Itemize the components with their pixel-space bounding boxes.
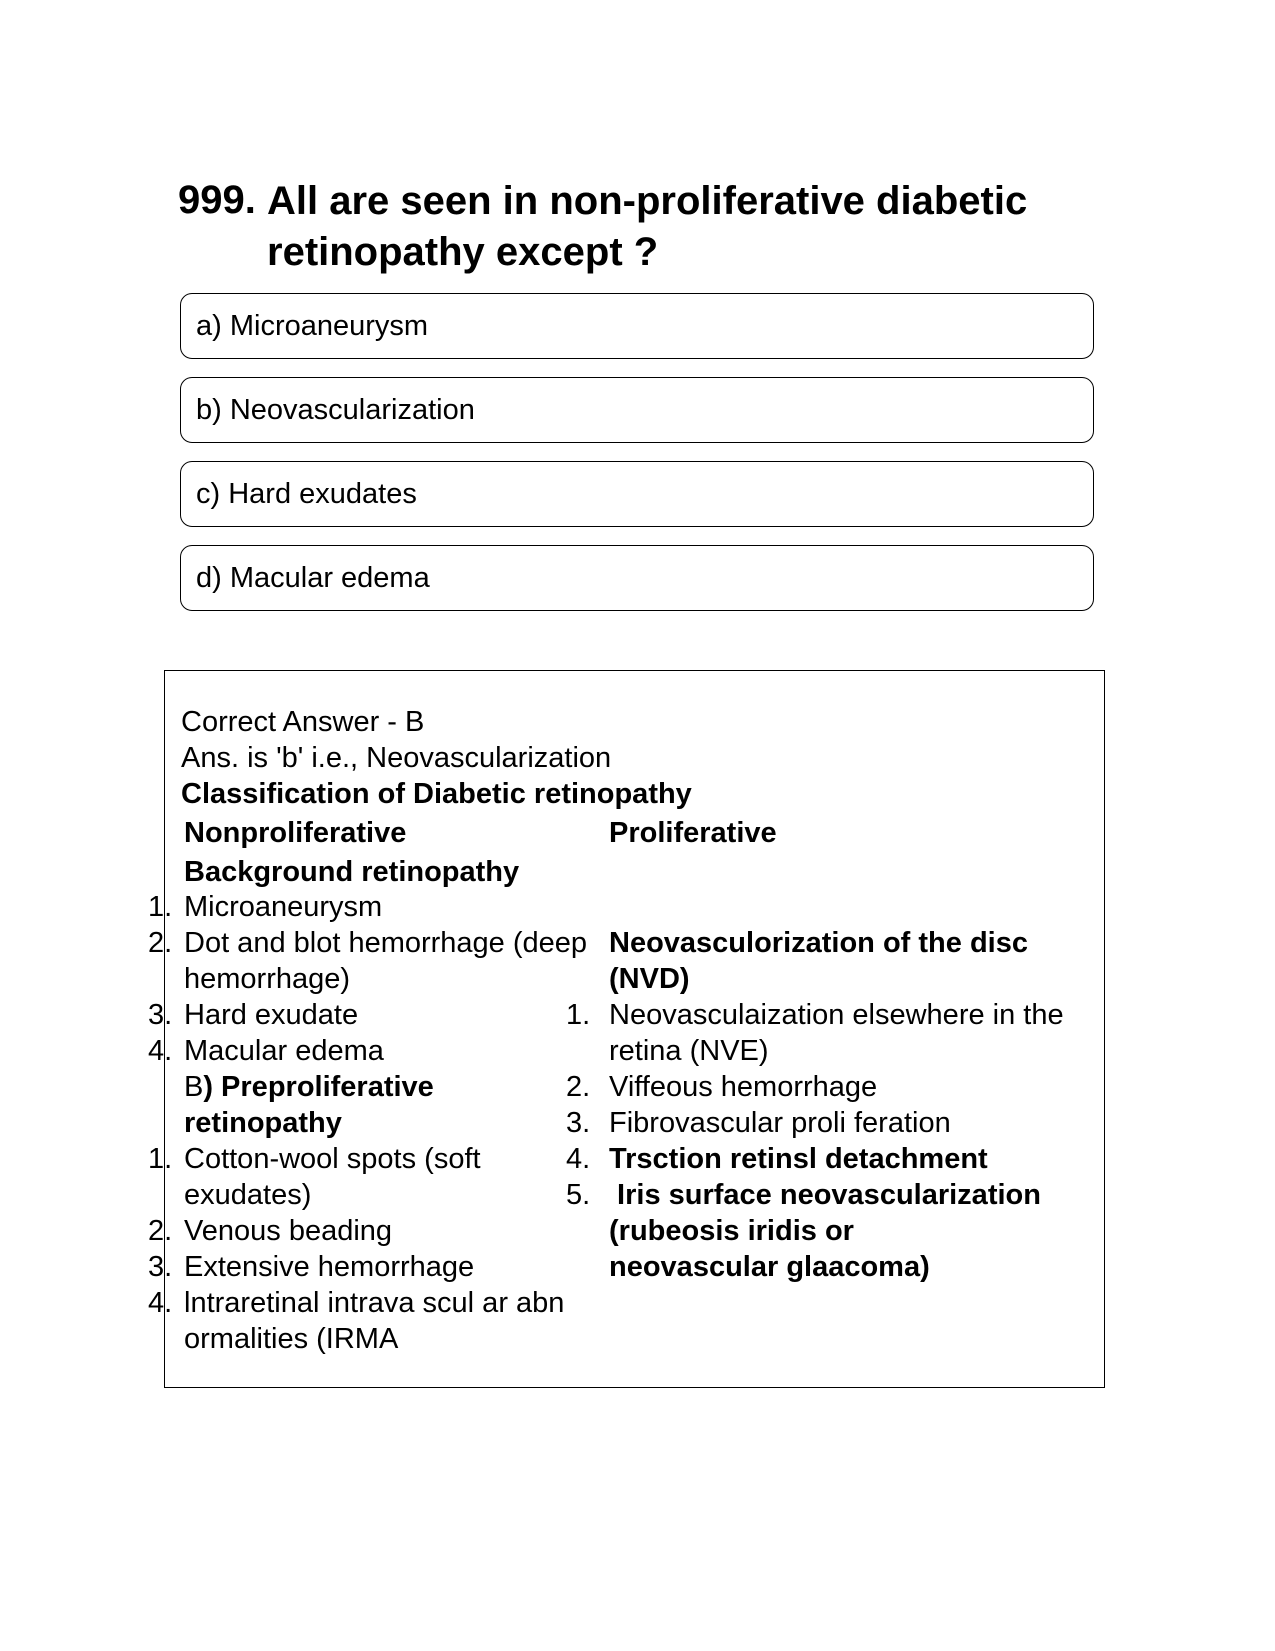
list-item: Hard exudate [184, 999, 359, 1031]
list-item-continuation: hemorrhage) [184, 963, 351, 995]
list-item: Viffeous hemorrhage [609, 1071, 878, 1103]
list-item: lntraretinal intrava scul ar abn [184, 1287, 565, 1319]
list-item: Venous beading [184, 1215, 393, 1247]
preproliferative-prefix: B [184, 1071, 204, 1103]
option-d[interactable]: d) Macular edema [180, 545, 1094, 611]
list-number: 3. [566, 1107, 591, 1139]
option-a[interactable]: a) Microaneurysm [180, 293, 1094, 359]
list-number: 3. [148, 1251, 173, 1283]
list-item: Dot and blot hemorrhage (deep [184, 927, 588, 959]
list-number: 2. [148, 927, 173, 959]
option-b[interactable]: b) Neovascularization [180, 377, 1094, 443]
list-number: 2. [148, 1215, 173, 1247]
option-c[interactable]: c) Hard exudates [180, 461, 1094, 527]
list-item: Iris surface neovascularization [609, 1179, 1041, 1211]
nonproliferative-heading: Nonproliferative [184, 817, 407, 849]
nvd-item: Neovasculorization of the disc [609, 927, 1028, 959]
classification-heading: Classification of Diabetic retinopathy [181, 778, 692, 810]
list-item-continuation: retina (NVE) [609, 1035, 769, 1067]
list-number: 1. [566, 999, 591, 1031]
list-number: 1. [148, 891, 173, 923]
background-retinopathy-heading: Background retinopathy [184, 856, 520, 888]
list-item: Extensive hemorrhage [184, 1251, 475, 1283]
list-item-continuation: (rubeosis iridis or [609, 1215, 854, 1247]
list-item: Macular edema [184, 1035, 384, 1067]
list-number: 4. [566, 1143, 591, 1175]
list-item: Trsction retinsl detachment [609, 1143, 988, 1175]
list-item-continuation: exudates) [184, 1179, 312, 1211]
preproliferative-title-line-2: retinopathy [184, 1107, 342, 1139]
correct-answer: Correct Answer - B [181, 706, 425, 738]
list-item-continuation: neovascular glaacoma) [609, 1251, 930, 1283]
list-item: Fibrovascular proli feration [609, 1107, 951, 1139]
list-number: 3. [148, 999, 173, 1031]
list-number: 4. [148, 1035, 173, 1067]
question-text-line-1: All are seen in non-proliferative diabetic [267, 179, 1028, 223]
list-item: Cotton-wool spots (soft [184, 1143, 481, 1175]
list-number: 2. [566, 1071, 591, 1103]
list-item: Microaneurysm [184, 891, 383, 923]
proliferative-heading: Proliferative [609, 817, 777, 849]
preproliferative-title: ) Preproliferative [203, 1071, 434, 1103]
list-number: 5. [566, 1179, 591, 1211]
list-item-continuation: ormalities (IRMA [184, 1323, 399, 1355]
nvd-item-continuation: (NVD) [609, 963, 690, 995]
preproliferative-heading [184, 1069, 434, 1105]
question-text-line-2: retinopathy except ? [267, 230, 659, 274]
list-number: 1. [148, 1143, 173, 1175]
list-number: 4. [148, 1287, 173, 1319]
answer-explanation: Ans. is 'b' i.e., Neovascularization [181, 742, 612, 774]
question-number: 999. [178, 178, 256, 222]
question-text [267, 176, 1097, 278]
list-item: Neovasculaization elsewhere in the [609, 999, 1064, 1031]
